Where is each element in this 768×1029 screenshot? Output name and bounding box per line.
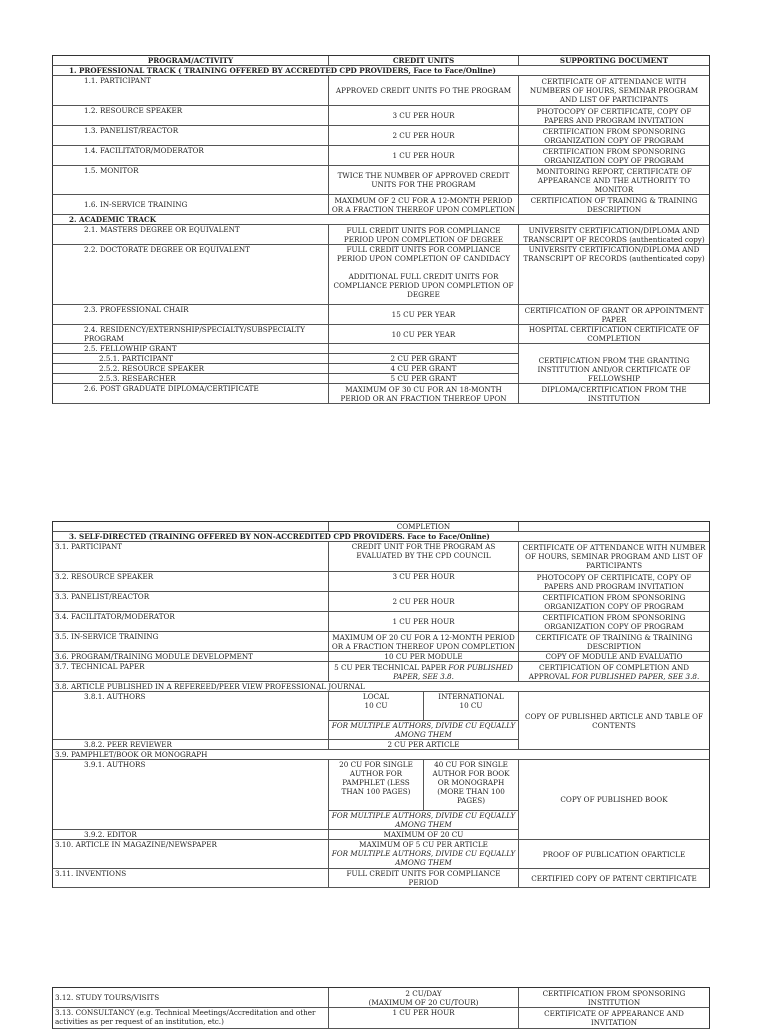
table-row: 3.2. RESOURCE SPEAKER 3 CU PER HOUR PHOTOCOPY OF CERTIFICATE, COPY OF PAPERS AND PROGRAM INVITATION xyxy=(52,572,710,592)
table-continued xyxy=(52,987,710,1029)
table-row: 1.4. FACILITATOR/MODERATOR 1 CU PER HOUR CERTIFICATION FROM SPONSORING ORGANIZATION COPY OF PROGRAM xyxy=(52,146,710,166)
table-row: 3.7. TECHNICAL PAPER 5 CU PER TECHNICAL PAPER FOR PUBLISHED PAPER, SEE 3.8. CERTIFICATION OF COMPLETION AND APPROVAL FOR PUBLISHED PAPER, SEE 3.8. xyxy=(52,662,710,682)
table-row: 2.1. MASTERS DEGREE OR EQUIVALENT FULL CREDIT UNITS FOR COMPLIANCE PERIOD UPON COMPLETION OF DEGREE UNIVERSITY CERTIFICATION/DIPLOMA AND TRANSCRIPT OF RECORDS (authenticated copy) xyxy=(52,225,710,245)
table-row: 2.6. POST GRADUATE DIPLOMA/CERTIFICATE MAXIMUM OF 30 CU FOR AN 18-MONTH PERIOD OR AN FRACTION THEREOF UPON DIPLOMA/CERTIFICATION FROM THE INSTITUTION xyxy=(52,384,710,404)
table-header xyxy=(52,55,710,66)
table-row: 2.4. RESIDENCY/EXTERNSHIP/SPECIALTY/SUBSPECIALTY PROGRAM 10 CU PER YEAR HOSPITAL CERTIFICATION CERTIFICATE OF COMPLETION xyxy=(52,325,710,344)
table-row: 3.9. PAMPHLET/BOOK OR MONOGRAPH xyxy=(52,750,710,760)
table-self-directed xyxy=(52,521,710,888)
header-supporting-doc: SUPPORTING DOCUMENT xyxy=(559,56,669,65)
table-row: 3.8. ARTICLE PUBLISHED IN A REFEREED/PEER VIEW PROFESSIONAL JOURNAL xyxy=(52,682,710,692)
table-row: 1.3. PANELIST/REACTOR 2 CU PER HOUR CERTIFICATION FROM SPONSORING ORGANIZATION COPY OF PROGRAM xyxy=(52,126,710,146)
table-row: 3.11. INVENTIONS FULL CREDIT UNITS FOR COMPLIANCE PERIOD CERTIFIED COPY OF PATENT CERTIFICATE xyxy=(52,869,710,888)
header-program: PROGRAM/ACTIVITY xyxy=(53,56,329,65)
table-row: 3.3. PANELIST/REACTOR 2 CU PER HOUR CERTIFICATION FROM SPONSORING ORGANIZATION COPY OF PROGRAM xyxy=(52,592,710,612)
table-row: 3.1. PARTICIPANT CREDIT UNIT FOR THE PROGRAM AS EVALUATED BY THE CPD COUNCIL CERTIFICATE OF ATTENDANCE WITH NUMBER OF HOURS, SEMINAR PROGRAM AND LIST OF PARTICIPANTS xyxy=(52,542,710,572)
header-credit-units: CREDIT UNITS xyxy=(329,56,519,65)
section-heading: 2. ACADEMIC TRACK xyxy=(52,215,710,225)
table-row: 3.6. PROGRAM/TRAINING MODULE DEVELOPMENT 10 CU PER MODULE COPY OF MODULE AND EVALUATIO xyxy=(52,652,710,662)
table-row: 3.10. ARTICLE IN MAGAZINE/NEWSPAPER MAXIMUM OF 5 CU PER ARTICLE FOR MULTIPLE AUTHORS, DIVIDE CU EQUALLY AMONG THEM PROOF OF PUBLICATION OFARTICLE xyxy=(52,840,710,869)
table-row-group: 2.5. FELLOWHIP GRANT 2.5.1. PARTICIPANT 2 CU PER GRANT 2.5.2. RESOURCE SPEAKER 4 CU PER GRANT 2.5.3. RESEARCHER 5 CU PER GRANT CERTIFICATION FROM THE GRANTING INSTITUTION AND/OR CERTIFICATE OF FELLOWSHIP xyxy=(52,344,710,384)
table-row: 1.2. RESOURCE SPEAKER 3 CU PER HOUR PHOTOCOPY OF CERTIFICATE, COPY OF PAPERS AND PROGRAM INVITATION xyxy=(52,106,710,126)
table-row: 3.13. CONSULTANCY (e.g. Technical Meetings/Accreditation and other activities as per request of an institution, etc.) 1 CU PER HOUR CERTIFICATE OF APPEARANCE AND INVITATION xyxy=(52,1008,710,1029)
table-row: 1.5. MONITOR TWICE THE NUMBER OF APPROVED CREDIT UNITS FOR THE PROGRAM MONITORING REPORT, CERTIFICATE OF APPEARANCE AND THE AUTHORITY TO MONITOR xyxy=(52,166,710,195)
table-row: 1.1. PARTICIPANT APPROVED CREDIT UNITS FO THE PROGRAM CERTIFICATE OF ATTENDANCE WITH NUMBERS OF HOURS, SEMINAR PROGRAM AND LIST OF PARTICIPANTS xyxy=(52,76,710,106)
section-heading: 1. PROFESSIONAL TRACK ( TRAINING OFFERED BY ACCREDTED CPD PROVIDERS, Face to Face/Online) xyxy=(52,66,710,76)
table-row: 2.2. DOCTORATE DEGREE OR EQUIVALENT FULL CREDIT UNITS FOR COMPLIANCE PERIOD UPON COMPLETION OF CANDIDACY ADDITIONAL FULL CREDIT UNITS FOR COMPLIANCE PERIOD UPON COMPLETION OF DEGREE UNIVERSITY CERTIFICATION/DIPLOMA AND TRANSCRIPT OF RECORDS (authenticated copy) xyxy=(52,245,710,305)
table-row: 3.12. STUDY TOURS/VISITS 2 CU/DAY (MAXIMUM OF 20 CU/TOUR) CERTIFICATION FROM SPONSORING INSTITUTION xyxy=(52,987,710,1008)
table-row-group: 3.9.1. AUTHORS 20 CU FOR SINGLE AUTHOR FOR PAMPHLET (LESS THAN 100 PAGES) 40 CU FOR SINGLE AUTHOR FOR BOOK OR MONOGRAPH (MORE THAN 100 PAGES) FOR MULTIPLE AUTHORS, DIVIDE CU EQUALLY AMONG THEM 3.9.2. EDITOR MAXIMUM OF 20 CU COPY OF PUBLISHED BOOK xyxy=(52,760,710,840)
table-row: 3.5. IN-SERVICE TRAINING MAXIMUM OF 20 CU FOR A 12-MONTH PERIOD OR A FRACTION THEREOF UPON COMPLETION CERTIFICATE OF TRAINING & TRAINING DESCRIPTION xyxy=(52,632,710,652)
section-heading: 3. SELF-DIRECTED (TRAINING OFFERED BY NON-ACCREDITED CPD PROVIDERS. Face to Face/Online) xyxy=(52,532,710,542)
table-row: 1.6. IN-SERVICE TRAINING MAXIMUM OF 2 CU FOR A 12-MONTH PERIOD OR A FRACTION THEREOF UPON COMPLETION CERTIFICATION OF TRAINING & TRAINING DESCRIPTION xyxy=(52,195,710,215)
table-row: 2.3. PROFESSIONAL CHAIR 15 CU PER YEAR CERTIFICATION OF GRANT OR APPOINTMENT PAPER xyxy=(52,305,710,325)
table-row-group: 3.8.1. AUTHORS LOCAL 10 CU INTERNATIONAL 10 CU FOR MULTIPLE AUTHORS, DIVIDE CU EQUALLY AMONG THEM 3.8.2. PEER REVIEWER 2 CU PER ARTICLE COPY OF PUBLISHED ARTICLE AND TABLE OF CONTENTS xyxy=(52,692,710,750)
table-row: COMPLETION xyxy=(52,521,710,532)
table-professional-academic xyxy=(52,55,710,404)
table-row: 3.4. FACILITATOR/MODERATOR 1 CU PER HOUR CERTIFICATION FROM SPONSORING ORGANIZATION COPY OF PROGRAM xyxy=(52,612,710,632)
